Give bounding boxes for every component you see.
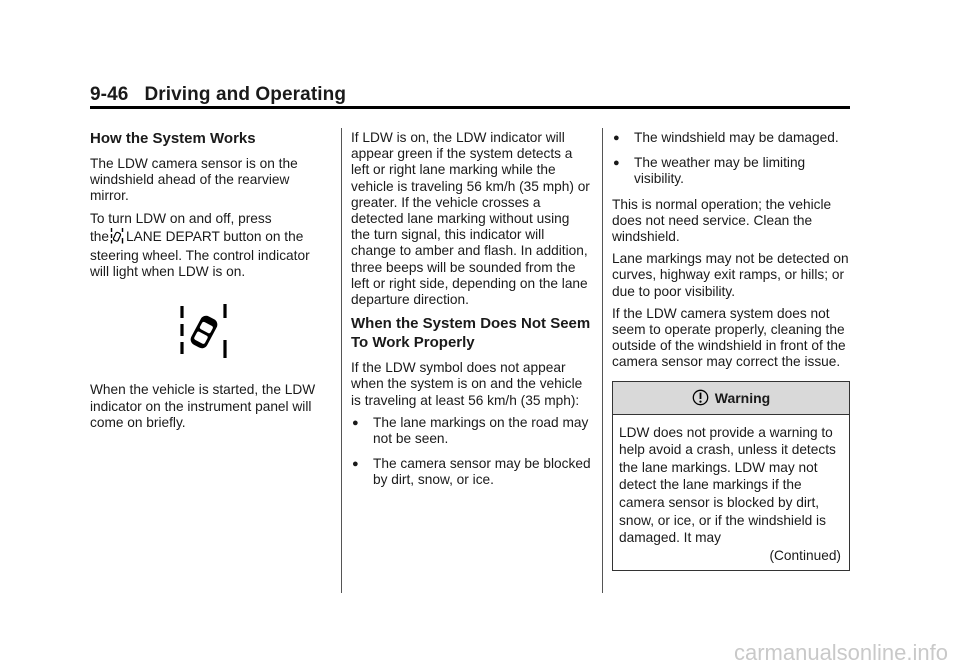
ldw-indicator-icon <box>178 302 230 360</box>
bullet-list-reasons-cont <box>612 130 852 188</box>
paragraph-lane-markings: Lane markings may not be detected on curves, highway exit ramps, or hills; or due to poor visibility. <box>612 251 849 299</box>
lane-depart-button-icon <box>110 227 124 248</box>
paragraph-camera-location: The LDW camera sensor is on the windshield ahead of the rearview mirror. <box>90 156 298 204</box>
section-title: Driving and Operating <box>144 84 347 105</box>
heading-how-system-works: How the System Works <box>90 130 256 147</box>
heading-does-not-work: When the System Does Not Seem To Work Properly <box>351 315 591 352</box>
watermark: carmanualsonline.info <box>733 640 948 665</box>
paragraph-vehicle-started: When the vehicle is started, the LDW indicator on the instrument panel will come on briefly. <box>90 382 316 430</box>
paragraph-symbol-not-appear: If the LDW symbol does not appear when the system is on and the vehicle is traveling at least 56 km/h (35 mph): <box>351 360 583 408</box>
bullet-list-reasons <box>351 415 591 489</box>
bullet-icon: ● <box>613 132 620 144</box>
column-divider-1 <box>341 128 342 593</box>
word-the: the <box>90 228 110 244</box>
column-divider-2 <box>602 128 603 593</box>
ldw-symbol-figure <box>90 290 330 374</box>
page-header <box>90 84 346 106</box>
lane-depart-text: LANE DEPART button on the steering wheel. The control indicator will light when LDW is on. <box>90 228 310 280</box>
list-item: ● The windshield may be damaged. <box>613 130 839 145</box>
warning-text: LDW does not provide a warning to help avoid a crash, unless it detects the lane markings. LDW may not detect the lane markings if the camera sensor is blocked by dirt, snow, or ice, or if the windshield is damaged. It may <box>619 424 836 546</box>
warning-box <box>612 381 850 572</box>
page-number: 9-46 <box>90 84 129 105</box>
column-3 <box>612 130 852 571</box>
warning-body <box>613 415 849 571</box>
turn-on-line: To turn LDW on and off, press <box>90 210 272 226</box>
header-rule <box>90 106 850 109</box>
list-item: ● The weather may be limiting visibility. <box>613 155 806 187</box>
paragraph-indicator-behavior: If LDW is on, the LDW indicator will appear green if the system detects a left or right lane marking while the vehicle is traveling 56 km/h (35 mph) or greater. If the vehicle crosses a detected lane marking without using the turn signal, this indicator will change to amber and flash. In addition, three beeps will be sounded from the left or right side, depending on the lane departure direction. <box>351 130 590 308</box>
bullet-icon: ● <box>352 458 359 471</box>
warning-header <box>613 382 849 415</box>
paragraph-turn-on-off <box>90 211 330 281</box>
column-2 <box>351 130 591 498</box>
paragraph-camera-cleaning: If the LDW camera system does not seem to operate properly, cleaning the outside of the windshield in front of the camera sensor may correct the issue. <box>612 305 846 370</box>
paragraph-normal-operation: This is normal operation; the vehicle does not need service. Clean the windshield. <box>612 196 832 245</box>
continued-label: (Continued) <box>769 547 841 563</box>
bullet-icon: ● <box>352 416 359 429</box>
list-item: ● The camera sensor may be blocked by dirt, snow, or ice. <box>352 456 591 488</box>
warning-icon <box>692 389 709 406</box>
warning-title: Warning <box>714 389 771 406</box>
list-item: ● The lane markings on the road may not be seen. <box>352 414 589 447</box>
bullet-icon: ● <box>613 157 620 170</box>
column-1 <box>90 130 330 437</box>
